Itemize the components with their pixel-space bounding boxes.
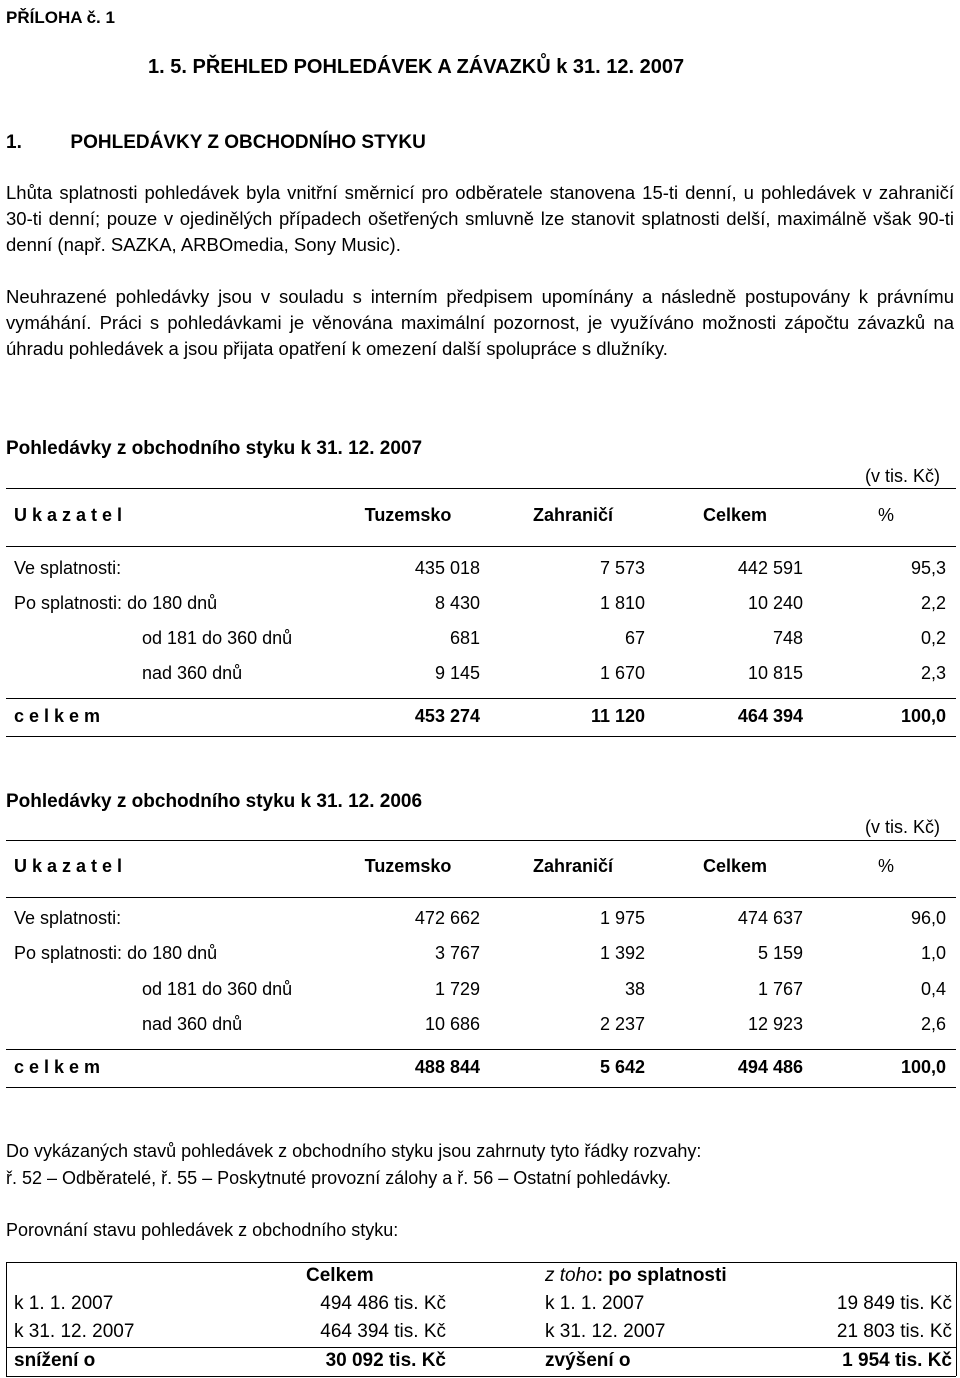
column-header: % xyxy=(877,856,894,876)
comparison-result-divider xyxy=(6,1347,956,1348)
table-cell: 12 923 xyxy=(747,1014,803,1034)
table-cell: 95,3 xyxy=(910,558,946,578)
table-header-top-line xyxy=(6,840,956,841)
comparison-header-overdue-italic: z toho xyxy=(545,1265,597,1286)
row-label: Ve splatnosti: xyxy=(14,908,122,928)
comparison-left-border xyxy=(6,1262,7,1376)
table-cell: 435 018 xyxy=(414,558,480,578)
table-cell: 67 xyxy=(624,628,645,648)
comparison-row-1-right-label: k 1. 1. 2007 xyxy=(545,1293,645,1314)
row-label: nad 360 dnů xyxy=(142,663,243,683)
total-cell: 494 486 xyxy=(737,1057,803,1077)
table-cell: 1 670 xyxy=(599,663,645,683)
table-cell: 7 573 xyxy=(599,558,645,578)
table-cell: 474 637 xyxy=(737,908,803,928)
column-header: Zahraničí xyxy=(532,856,614,876)
table-cell: 472 662 xyxy=(414,908,480,928)
table-cell: 1 975 xyxy=(599,908,645,928)
note-line-2: ř. 52 – Odběratelé, ř. 55 – Poskytnuté provozní zálohy a ř. 56 – Ostatní pohledávky. xyxy=(6,1168,672,1188)
table-title: Pohledávky z obchodního styku k 31. 12. 2006 xyxy=(6,791,423,812)
row-label: nad 360 dnů xyxy=(142,1014,243,1034)
row-label: od 181 do 360 dnů xyxy=(142,628,293,648)
column-header: Zahraničí xyxy=(532,505,614,525)
comparison-row-2-left-value: 464 394 tis. Kč xyxy=(320,1321,446,1342)
table-cell: 0,2 xyxy=(920,628,946,648)
table-cell: 8 430 xyxy=(434,593,480,613)
comparison-header-overdue xyxy=(545,1265,727,1287)
comparison-row-2-right-value: 21 803 tis. Kč xyxy=(836,1321,952,1342)
comparison-result-right-value: 1 954 tis. Kč xyxy=(842,1350,952,1371)
table-unit: (v tis. Kč) xyxy=(865,466,940,486)
annex-label: PŘÍLOHA č. 1 xyxy=(6,8,115,27)
total-cell: 11 120 xyxy=(590,706,645,726)
column-header: Tuzemsko xyxy=(364,856,452,876)
comparison-row-2-left-label: k 31. 12. 2007 xyxy=(14,1321,135,1342)
comparison-row-1-right-value: 19 849 tis. Kč xyxy=(836,1293,952,1314)
column-header-indicator: U k a z a t e l xyxy=(14,856,123,876)
comparison-header-total: Celkem xyxy=(306,1265,374,1286)
comparison-row-1-left-value: 494 486 tis. Kč xyxy=(320,1293,446,1314)
table-cell: 96,0 xyxy=(910,908,946,928)
column-header: % xyxy=(877,505,894,525)
total-cell: 464 394 xyxy=(737,706,803,726)
table-cell: 2,3 xyxy=(920,663,946,683)
subsection-heading xyxy=(6,132,426,154)
table-cell: 1 767 xyxy=(757,979,803,999)
comparison-title: Porovnání stavu pohledávek z obchodního styku: xyxy=(6,1220,399,1240)
table-cell: 442 591 xyxy=(737,558,803,578)
table-bottom-line xyxy=(6,1087,956,1088)
note-line-1: Do vykázaných stavů pohledávek z obchodního styku jsou zahrnuty tyto řádky rozvahy: xyxy=(6,1141,702,1161)
total-label: c e l k e m xyxy=(14,706,101,726)
table-cell: 1 392 xyxy=(599,943,645,963)
table-cell: 9 145 xyxy=(434,663,480,683)
table-cell: 0,4 xyxy=(920,979,946,999)
subsection-title: POHLEDÁVKY Z OBCHODNÍHO STYKU xyxy=(70,132,426,153)
row-label: od 181 do 360 dnů xyxy=(142,979,293,999)
table-bottom-line xyxy=(6,736,956,737)
total-cell: 100,0 xyxy=(900,1057,946,1077)
paragraph-payment-terms: Lhůta splatnosti pohledávek byla vnitřní směrnicí pro odběratele stanovena 15-ti denní, u pohledávek v zahraničí 30-ti denní; pouze v ojedinělých případech ošetřených smluvně lze stanovit splatnosti delší, maximálně však 90-ti denní (např. SAZKA, ARBOmedia, Sony Music). xyxy=(6,182,954,255)
table-cell: 10 686 xyxy=(424,1014,480,1034)
table-cell: 748 xyxy=(772,628,803,648)
table-total-top-line xyxy=(6,698,956,699)
table-cell: 10 240 xyxy=(747,593,803,613)
table-cell: 1,0 xyxy=(920,943,946,963)
column-header-indicator: U k a z a t e l xyxy=(14,505,123,525)
comparison-result-left-value: 30 092 tis. Kč xyxy=(325,1350,446,1371)
table-unit: (v tis. Kč) xyxy=(865,817,940,837)
comparison-top-border xyxy=(6,1262,956,1263)
row-label: Ve splatnosti: xyxy=(14,558,122,578)
table-cell: 2,2 xyxy=(920,593,946,613)
subsection-number: 1. xyxy=(6,132,22,153)
column-header: Celkem xyxy=(702,856,768,876)
comparison-row-2-right-label: k 31. 12. 2007 xyxy=(545,1321,666,1342)
comparison-row-1-left-label: k 1. 1. 2007 xyxy=(14,1293,114,1314)
table-cell: 3 767 xyxy=(434,943,480,963)
table-cell: 2,6 xyxy=(920,1014,946,1034)
section-title: 1. 5. PŘEHLED POHLEDÁVEK A ZÁVAZKŮ k 31. 12. 2007 xyxy=(148,56,685,78)
table-header-top-line xyxy=(6,488,956,489)
row-label: Po splatnosti: do 180 dnů xyxy=(14,593,218,613)
table-cell: 10 815 xyxy=(747,663,803,683)
table-cell: 5 159 xyxy=(757,943,803,963)
table-title: Pohledávky z obchodního styku k 31. 12. 2007 xyxy=(6,438,423,459)
comparison-result-right-label: zvýšení o xyxy=(545,1350,631,1371)
comparison-right-border xyxy=(956,1262,957,1376)
paragraph-collection: Neuhrazené pohledávky jsou v souladu s interním předpisem upomínány a následně postupovány k právnímu vymáhání. Práci s pohledávkami je věnována maximální pozornost, je využíváno možnosti zápočtu závazků na úhradu pohledávek a jsou přijata opatření k omezení další spolupráce s dlužníky. xyxy=(6,286,954,359)
total-cell: 5 642 xyxy=(599,1057,645,1077)
table-header-bottom-line xyxy=(6,546,956,547)
row-label: Po splatnosti: do 180 dnů xyxy=(14,943,218,963)
comparison-header-overdue-rest: : po splatnosti xyxy=(596,1265,727,1286)
table-cell: 1 810 xyxy=(599,593,645,613)
total-label: c e l k e m xyxy=(14,1057,101,1077)
comparison-result-left-label: snížení o xyxy=(14,1350,96,1371)
column-header: Celkem xyxy=(702,505,768,525)
comparison-bottom-border xyxy=(6,1376,956,1377)
table-cell: 38 xyxy=(624,979,645,999)
table-cell: 2 237 xyxy=(599,1014,645,1034)
total-cell: 100,0 xyxy=(900,706,946,726)
total-cell: 488 844 xyxy=(414,1057,480,1077)
total-cell: 453 274 xyxy=(414,706,480,726)
table-total-top-line xyxy=(6,1049,956,1050)
table-header-bottom-line xyxy=(6,897,956,898)
table-cell: 681 xyxy=(449,628,480,648)
column-header: Tuzemsko xyxy=(364,505,452,525)
table-cell: 1 729 xyxy=(434,979,480,999)
